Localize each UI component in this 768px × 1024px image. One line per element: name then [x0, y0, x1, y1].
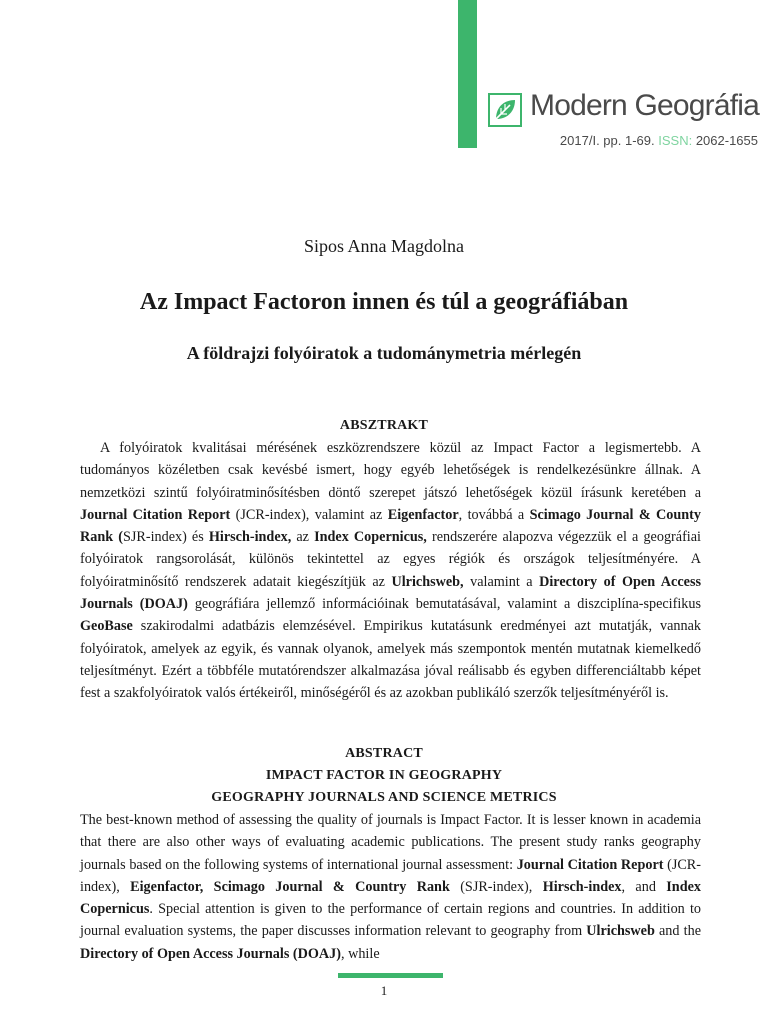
issue-pages: 2017/I. pp. 1-69.	[559, 133, 655, 148]
paper-subtitle: A földrajzi folyóiratok a tudománymetria mérlegén	[186, 343, 582, 363]
en-abstract-heading: ABSTRACT	[345, 746, 423, 761]
en-abstract-body: The best-known method of assessing the quality of journals is Impact Factor. It is lesser known in academia that there are also other ways of evaluating academic publications. The present study ranks geography journals based on the following systems of international journal assessment: Journal Citation Report (JCR-index), Eigenfactor, Scimago Journal & Country Rank (SJR-index), Hirsch-index, and Index Copernicus. Special attention is given to the performance of certain regions and countries. In addition to journal evaluation systems, the paper discusses information relevant to geography from Ulrichsweb and the Directory of Open Access Journals (DOAJ), while	[80, 812, 701, 962]
issn-number: 2062-1655	[695, 133, 758, 148]
hu-abstract-body: A folyóiratok kvalitásai mérésének eszközrendszere közül az Impact Factor a legismertebb. A tudományos közéletben csak kevésbé ismert, hogy egyéb lehetőségek is rendelkezésünkre állnak. A nemzetközi szintű folyóiratminősítésben döntő szerepet játszó lehetőségek közül írásunk keretében a Journal Citation Report (JCR-index), valamint az Eigenfactor, továbbá a Scimago Journal & County Rank (SJR-index) és Hirsch-index, az Index Copernicus, rendszerére alapozva végezzük el a geográfiai folyóiratok rangsorolását, különös tekintettel az egyes régiók és országok teljesítményére. A folyóiratminősítő rendszerek adatait kiegészítjük az Ulrichsweb, valamint a Directory of Open Access Journals (DOAJ) geográfiára jellemző információinak bemutatásával, valamint a diszciplína-specifikus GeoBase szakirodalmi adatbázis elemzésével. Empirikus kutatásunk eredményei azt mutatják, vannak folyóiratok, amelyek az egyik, és vannak olyanok, amelyek más szempontok mentén mutatnak kiemelkedő teljesítményt. Ezért a többféle mutatórendszer alkalmazása jóval reálisabb és egyben differenciáltabb képet fest a szakfolyóiratok valós értékeiről, minőségéről és az azokban publikáló szerzők teljesítményéről is.	[80, 440, 701, 702]
footer-accent-bar	[338, 973, 443, 978]
hu-abstract-heading: ABSZTRAKT	[339, 418, 429, 433]
journal-name: Modern Geográfia	[530, 89, 760, 122]
en-abstract-subtitle: GEOGRAPHY JOURNALS AND SCIENCE METRICS	[211, 790, 557, 805]
en-abstract-title: IMPACT FACTOR IN GEOGRAPHY	[265, 768, 503, 783]
header-accent-bar	[458, 0, 477, 148]
paper-title: Az Impact Factoron innen és túl a geográfiában	[139, 289, 629, 315]
leaf-logo-icon	[488, 93, 522, 127]
author-name: Sipos Anna Magdolna	[304, 236, 464, 256]
journal-issue-meta	[560, 133, 758, 148]
page-number: 1	[380, 983, 388, 998]
issn-label: ISSN:	[658, 133, 693, 148]
